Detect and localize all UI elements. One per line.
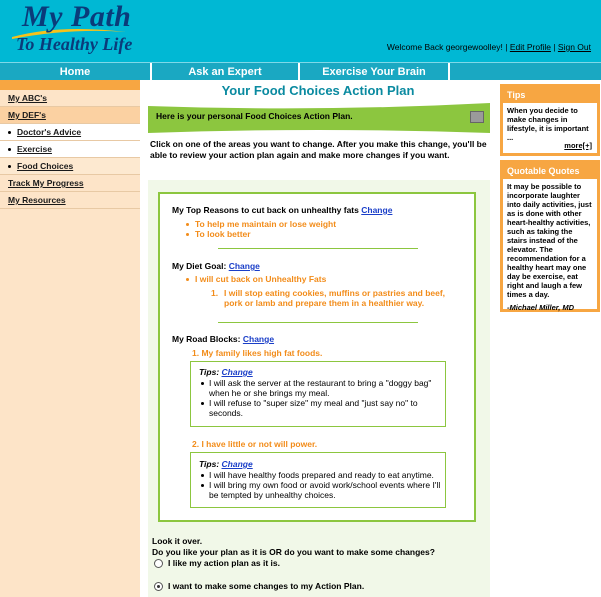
- bullet-icon: [186, 223, 189, 226]
- quotes-panel-body: [503, 179, 597, 315]
- look-over-text: Look it over.: [152, 536, 203, 546]
- sidebar-item-abcs[interactable]: [0, 90, 140, 107]
- header: [0, 0, 601, 62]
- goal-change-link[interactable]: Change: [228, 261, 260, 271]
- roadblock-item: 1. My family likes high fat foods.: [192, 348, 323, 358]
- quote-author: -Michael Miller, MD: [507, 303, 575, 312]
- sidebar-item-label: My ABC's: [8, 93, 48, 103]
- goal-step-line: I will stop eating cookies, muffins or pastries and beef,: [224, 288, 446, 298]
- sign-out-link[interactable]: Sign Out: [557, 42, 591, 52]
- reasons-change-link[interactable]: Change: [361, 205, 393, 215]
- tips-label: Tips:: [199, 367, 220, 377]
- reasons-label: My Top Reasons to cut back on unhealthy fats: [172, 205, 359, 215]
- radio-button[interactable]: [154, 559, 163, 568]
- nav-exercise-brain[interactable]: Exercise Your Brain: [300, 63, 450, 80]
- reason-text: To help me maintain or lose weight: [195, 219, 337, 229]
- option-label: I like my action plan as it is.: [168, 558, 280, 568]
- reason-text: To look better: [195, 229, 251, 239]
- bullet-icon: [201, 402, 204, 405]
- sidebar-item-label: My Resources: [8, 195, 66, 205]
- tip-text: I will have healthy foods prepared and ready to eat anytime.: [209, 470, 434, 480]
- tip-text: I will ask the server at the restaurant to bring a "doggy bag": [209, 378, 432, 388]
- divider: [218, 248, 418, 249]
- goal-step-line: pork or lamb and prepare them in a healthier way.: [224, 298, 425, 308]
- reasons-section: [172, 205, 392, 215]
- sidebar-item-track-progress[interactable]: [0, 175, 140, 192]
- reason-item: [186, 229, 251, 239]
- bullet-icon: [201, 474, 204, 477]
- nav-ask-expert[interactable]: Ask an Expert: [152, 63, 300, 80]
- question-text: Do you like your plan as it is OR do you want to make some changes?: [152, 547, 435, 557]
- bullet-icon: [8, 148, 11, 151]
- sidebar-item-food-choices[interactable]: [0, 158, 140, 175]
- tips-heading: [199, 367, 253, 377]
- tips-label: Tips:: [199, 459, 220, 469]
- goal-item: [186, 274, 326, 284]
- tip-text: I will bring my own food or avoid work/school events where I'll: [209, 480, 441, 490]
- sidebar-item-label: Food Choices: [17, 161, 74, 171]
- sidebar-item-resources[interactable]: [0, 192, 140, 209]
- logo[interactable]: [10, 2, 135, 58]
- option-change-plan[interactable]: [154, 581, 364, 591]
- sidebar-item-label: Exercise: [17, 144, 52, 154]
- tip-line-cont: seconds.: [209, 408, 244, 418]
- main-nav: [0, 62, 601, 80]
- welcome-separator: |: [553, 42, 556, 52]
- tips-change-link[interactable]: Change: [221, 459, 253, 469]
- banner-text: Here is your personal Food Choices Action Plan.: [156, 111, 353, 121]
- sidebar-item-label: My DEF's: [8, 110, 46, 120]
- sidebar-item-label: Track My Progress: [8, 178, 84, 188]
- bullet-icon: [201, 382, 204, 385]
- roadblock-item: 2. I have little or not will power.: [192, 439, 318, 449]
- logo-subtitle: To Healthy Life: [16, 34, 133, 54]
- sidebar-item-exercise[interactable]: [0, 141, 140, 158]
- welcome-bar: [387, 42, 591, 52]
- sidebar: [0, 80, 140, 597]
- tips-heading: [199, 459, 253, 469]
- quote-text: It may be possible to incorporate laughter into daily activities, just as is done with other heart-healthy activities, such as taking the stairs instead of the elevator. The recommendation for a healthy heart may one day be exercise, eat right and laugh a few times a day.: [507, 182, 592, 299]
- bullet-icon: [8, 165, 11, 168]
- tip-line: [201, 378, 431, 388]
- tip-text: I will refuse to "super size" my meal and "just say no" to: [209, 398, 418, 408]
- bullet-icon: [201, 484, 204, 487]
- option-label: I want to make some changes to my Action Plan.: [168, 581, 365, 591]
- tip-line-cont: be tempted by unhealthy choices.: [209, 490, 336, 500]
- sidebar-item-label: Doctor's Advice: [17, 127, 82, 137]
- tip-line: [201, 398, 418, 408]
- bullet-icon: [186, 233, 189, 236]
- roadblocks-label: My Road Blocks:: [172, 334, 241, 344]
- tips-panel-text: When you decide to make changes in lifestyle, it is important ...: [507, 106, 589, 142]
- quotes-panel-title: Quotable Quotes: [503, 163, 597, 179]
- sidebar-item-defs[interactable]: [0, 107, 140, 124]
- tips-panel-title: Tips: [503, 87, 597, 103]
- quotes-panel: [500, 160, 600, 312]
- logo-title: My Path: [22, 0, 132, 33]
- bullet-icon: [8, 131, 11, 134]
- bullet-icon: [186, 278, 189, 281]
- tips-panel: [500, 84, 600, 156]
- radio-button-selected[interactable]: [154, 582, 163, 591]
- goal-label: My Diet Goal:: [172, 261, 227, 271]
- page-title: Your Food Choices Action Plan: [221, 83, 415, 98]
- sidebar-top-bar: [0, 80, 140, 90]
- welcome-text: Welcome Back georgewoolley! |: [386, 42, 508, 52]
- goal-step-number: 1.: [211, 288, 219, 298]
- nav-home[interactable]: Home: [0, 63, 152, 80]
- tips-change-link[interactable]: Change: [221, 367, 253, 377]
- edit-profile-link[interactable]: Edit Profile: [509, 42, 551, 52]
- printer-icon[interactable]: [470, 111, 484, 123]
- intro-text: Click on one of the areas you want to change. After you make this change, you'll be able to review your action plan again and make more changes if you want.: [150, 139, 487, 160]
- nav-empty: [450, 63, 601, 80]
- roadblocks-section: [172, 334, 274, 344]
- divider: [218, 322, 418, 323]
- tip-line-cont: when he or she brings my meal.: [209, 388, 330, 398]
- reason-item: [186, 219, 336, 229]
- more-link[interactable]: more[+]: [564, 141, 592, 150]
- goal-section: [172, 261, 260, 271]
- option-keep-plan[interactable]: [154, 558, 280, 568]
- tip-line: [201, 470, 434, 480]
- look-over-block: [152, 536, 435, 558]
- goal-text: I will cut back on Unhealthy Fats: [195, 274, 327, 284]
- tip-line: [201, 480, 440, 490]
- sidebar-item-doctors-advice[interactable]: [0, 124, 140, 141]
- roadblocks-change-link[interactable]: Change: [242, 334, 275, 344]
